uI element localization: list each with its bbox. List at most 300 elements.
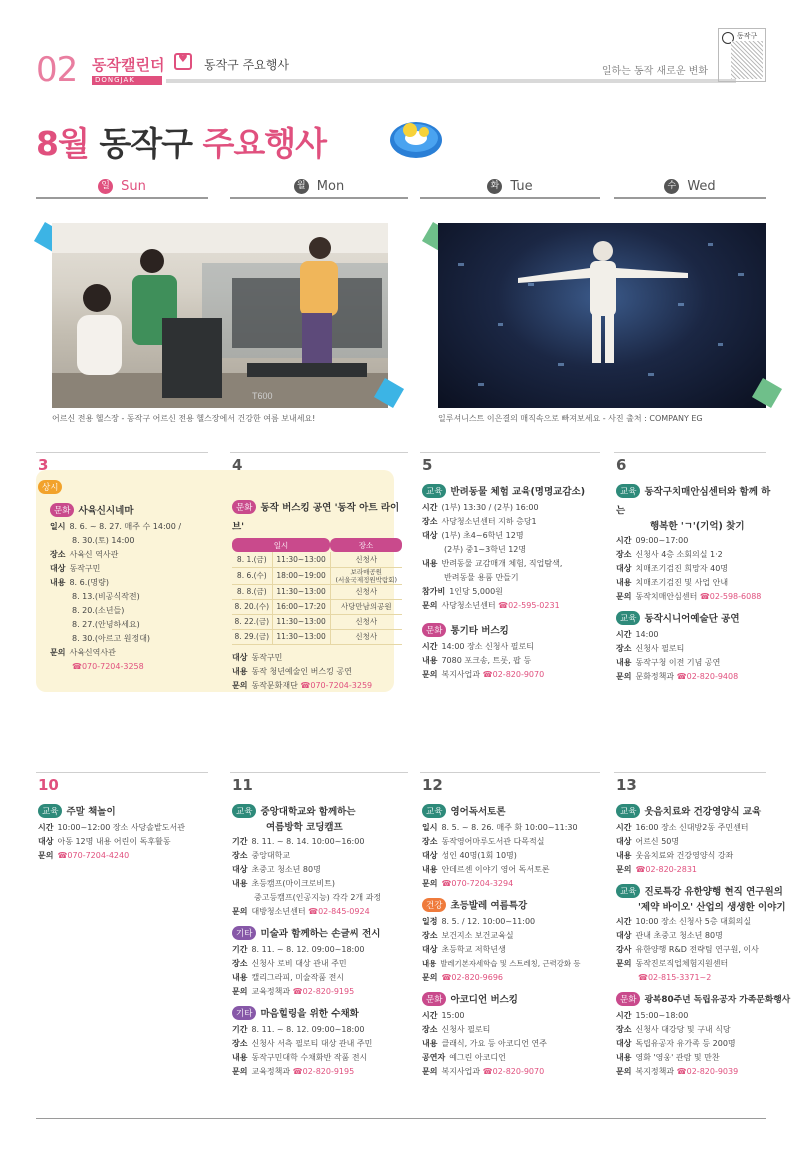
row-value: 동작치매안심센터	[635, 592, 700, 601]
event-row	[232, 679, 408, 693]
table-row	[232, 629, 402, 644]
grid-line	[230, 452, 408, 453]
row-key: 시간	[616, 917, 632, 926]
event-row	[616, 670, 776, 684]
event-row	[616, 929, 796, 943]
day-cell-10	[38, 776, 208, 863]
event-row	[50, 562, 208, 576]
row-value: 사육신역사관	[69, 648, 116, 657]
day-number: 10	[38, 776, 59, 794]
row-key: 시간	[422, 642, 438, 651]
row-key: 장소	[232, 959, 248, 968]
row-value: 동작영어마루도서관 다목적실	[441, 837, 545, 846]
event-tag: 교육	[38, 804, 62, 818]
grid-line	[36, 772, 208, 773]
event-row	[422, 877, 608, 891]
weekday-badge: 화	[487, 179, 502, 194]
busking-schedule-table	[232, 538, 402, 645]
contact-phone: ☎02-820-9195	[292, 1067, 355, 1076]
row-value: 영화 '영웅' 관람 및 만찬	[635, 1053, 720, 1062]
event-row	[616, 1009, 796, 1023]
event-row	[232, 849, 410, 863]
row-key: 대상	[422, 851, 438, 860]
row-key: 내용	[616, 1053, 632, 1062]
day-number: 3	[38, 456, 49, 474]
weekday-label: Wed	[687, 178, 716, 194]
row-value: 반려동물 교감매개 체험, 직업탐색,	[441, 559, 563, 568]
row-key: 문의	[616, 1067, 632, 1076]
row-key: 내용	[616, 578, 632, 587]
event-title: 웃음치료와 건강영양식 교육	[644, 806, 762, 818]
contact-phone: ☎02-820-9408	[676, 672, 739, 681]
title-events: 주요행사	[202, 124, 326, 163]
row-value: 관내 초중고 청소년 80명	[635, 931, 723, 940]
row-key: 시간	[422, 503, 438, 512]
row-value: 반려동물 용품 만들기	[444, 573, 519, 582]
table-cell: 보라매공원 (서울국제정원박람회)	[330, 567, 402, 584]
row-value: 신청사 필로티	[635, 644, 685, 653]
row-key: 시간	[616, 1011, 632, 1020]
row-key: 내용	[232, 1053, 248, 1062]
row-key: 문의	[616, 959, 632, 968]
day-cell-5	[422, 456, 602, 682]
event-row	[616, 1023, 796, 1037]
event-tag: 건강	[422, 898, 446, 912]
row-key: 대상	[422, 945, 438, 954]
row-value: 8. 13.(비공식작전)	[72, 592, 140, 601]
weekday-label: Sun	[121, 178, 146, 194]
day-cell-11	[232, 776, 410, 1079]
table-cell: 11:30~13:00	[272, 629, 330, 644]
row-key: 장소	[232, 1039, 248, 1048]
event-details	[616, 915, 796, 985]
event-tag: 기타	[232, 1006, 256, 1020]
row-key: 장소	[422, 931, 438, 940]
event-row	[50, 646, 208, 660]
table-row	[232, 614, 402, 629]
event-row	[422, 585, 602, 599]
table-cell: 8. 8.(금)	[232, 584, 272, 599]
event-row	[422, 835, 608, 849]
row-value: 유한양행 R&D 전략팀 연구원, 이사	[635, 945, 759, 954]
row-key: 내용	[232, 973, 248, 982]
row-key: 시간	[616, 823, 632, 832]
table-header: 일시	[232, 538, 330, 552]
row-key: 시간	[616, 630, 632, 639]
event-title: 반려동물 체험 교육(명명교감소)	[450, 486, 586, 498]
event-row	[616, 821, 796, 835]
event-row	[616, 590, 776, 604]
row-key: 내용	[422, 656, 438, 665]
row-key: 일시	[422, 823, 438, 832]
row-key: 기간	[232, 945, 248, 954]
event-details	[38, 821, 208, 863]
row-value: 교육정책과	[251, 1067, 293, 1076]
row-key: 내용	[422, 559, 438, 568]
event-row	[232, 905, 410, 919]
grid-line	[36, 452, 208, 453]
event-row	[232, 891, 410, 905]
table-cell: 8. 22.(금)	[232, 614, 272, 629]
event-title: 미술과 함께하는 손글씨 전시	[260, 928, 381, 940]
event-tag: 교육	[422, 484, 446, 498]
permanent-tag: 상시	[38, 480, 62, 494]
grid-line	[614, 452, 766, 453]
row-value: 동작구민	[69, 564, 101, 573]
row-value: 안데르센 이야기 영어 독서토론	[441, 865, 550, 874]
row-value: 대방청소년센터	[251, 907, 309, 916]
event-details	[422, 1009, 608, 1079]
event-header	[232, 496, 408, 534]
table-cell: 16:00~17:20	[272, 599, 330, 614]
day-number: 6	[616, 456, 627, 474]
row-value: 동작 청년예술인 버스킹 공연	[251, 666, 352, 676]
row-value: 16:00 장소 신대방2동 주민센터	[635, 823, 749, 832]
contact-phone: ☎02-820-2831	[635, 865, 698, 874]
contact-phone: ☎070-7204-4240	[57, 851, 130, 860]
row-key: 문의	[38, 851, 54, 860]
event-header	[422, 480, 602, 499]
event-row	[616, 915, 796, 929]
row-value: 중고등캠프(인공지능) 각각 2개 과정	[254, 893, 382, 902]
row-value: 문화정책과	[635, 672, 677, 681]
calendar-heart-icon	[174, 53, 192, 70]
row-value: 동작문화재단	[251, 680, 301, 690]
event-details	[616, 1009, 796, 1079]
contact-phone: ☎02-595-0231	[498, 601, 560, 610]
event-title: 광복80주년 독립유공자 가족문화행사	[644, 995, 791, 1005]
event-row	[616, 1037, 796, 1051]
row-key: 장소	[616, 644, 632, 653]
row-key: 내용	[50, 578, 66, 587]
event-row	[616, 656, 776, 670]
row-key: 문의	[232, 1067, 248, 1076]
event-row	[50, 534, 208, 548]
row-value: 09:00~17:00	[635, 536, 689, 545]
table-cell: 신청사	[330, 629, 402, 644]
event-row	[422, 515, 602, 529]
event-tag: 기타	[232, 926, 256, 940]
contact-phone: ☎070-7204-3294	[441, 879, 514, 888]
row-value: 8. 6.(명량)	[69, 578, 109, 587]
row-key: 일시	[50, 522, 66, 531]
equipment-brand-label: T600	[252, 391, 273, 401]
row-key: 강사	[616, 945, 632, 954]
event-header	[616, 800, 796, 819]
row-key: 장소	[422, 837, 438, 846]
row-key: 장소	[50, 550, 66, 559]
row-key: 대상	[616, 931, 632, 940]
row-key: 내용	[422, 959, 437, 968]
event-header	[38, 499, 208, 518]
event-row	[616, 957, 796, 971]
row-value: 8. 11. ~ 8. 12. 09:00~18:00	[251, 1025, 365, 1034]
weekday-sun	[36, 175, 208, 199]
row-key: 기간	[232, 837, 248, 846]
contact-phone: ☎02-820-9039	[676, 1067, 739, 1076]
event-tag: 교육	[616, 804, 640, 818]
event-title: 사육신시네마	[78, 505, 134, 517]
row-value: 복지사업과	[441, 670, 483, 679]
photo-senior-gym	[52, 223, 388, 408]
event-details	[232, 943, 410, 999]
row-value: 14:00	[635, 630, 659, 639]
weekday-badge: 월	[294, 179, 309, 194]
day-number: 11	[232, 776, 253, 794]
contact-phone: ☎02-820-9070	[482, 1067, 545, 1076]
row-key: 참가비	[422, 587, 446, 596]
row-key: 내용	[422, 1039, 438, 1048]
row-value: 신청사 4층 소회의실 1·2	[635, 550, 723, 559]
row-value: 복지사업과	[441, 1067, 483, 1076]
event-title: 동작시니어예술단 공연	[644, 613, 740, 625]
row-key: 대상	[232, 865, 248, 874]
row-key: 문의	[616, 865, 632, 874]
event-row	[232, 863, 410, 877]
event-header	[616, 607, 776, 626]
event-row	[232, 1051, 410, 1065]
event-row	[50, 576, 208, 590]
row-key: 내용	[232, 879, 248, 888]
row-value: 어르신 50명	[635, 837, 680, 846]
event-row	[38, 835, 208, 849]
row-key: 장소	[232, 851, 248, 860]
table-cell: 신청사	[330, 552, 402, 567]
qr-code-icon	[731, 41, 763, 79]
event-row	[616, 971, 796, 985]
contact-phone: ☎02-845-0924	[308, 907, 370, 916]
row-value: (1부) 초4~6학년 12명	[441, 531, 524, 540]
day-number: 12	[422, 776, 443, 794]
qr-logo	[718, 28, 766, 82]
row-key: 장소	[422, 517, 438, 526]
weekday-mon	[230, 175, 408, 199]
row-key: 문의	[422, 1067, 438, 1076]
row-value: 8. 27.(안녕하세요)	[72, 620, 140, 629]
table-cell: 8. 20.(수)	[232, 599, 272, 614]
event-row	[232, 957, 410, 971]
event-row	[616, 943, 796, 957]
grid-line	[420, 772, 600, 773]
table-cell: 신청사	[330, 584, 402, 599]
event-row	[50, 632, 208, 646]
event-tag: 문화	[422, 623, 446, 637]
event-row	[422, 971, 608, 985]
event-header	[38, 800, 208, 819]
event-row	[422, 1065, 608, 1079]
event-title: 마음힐링을 위한 수채화	[260, 1008, 359, 1020]
event-row	[422, 929, 608, 943]
header-subtitle: 동작구 주요행사	[204, 58, 289, 72]
event-row	[38, 821, 208, 835]
event-title: 통기타 버스킹	[450, 625, 509, 637]
row-key: 내용	[232, 666, 248, 676]
event-header	[232, 800, 410, 833]
event-details	[422, 640, 602, 682]
row-value: 14:00 장소 신청사 필로티	[441, 642, 534, 651]
row-key: 시간	[38, 823, 54, 832]
row-key: 대상	[232, 652, 248, 662]
event-header	[422, 800, 608, 819]
event-row	[422, 915, 608, 929]
row-key: 시간	[422, 1011, 438, 1020]
event-tag: 교육	[616, 884, 640, 898]
row-key: 내용	[616, 658, 632, 667]
table-cell: 11:30~13:00	[272, 552, 330, 567]
row-key: 기간	[232, 1025, 248, 1034]
day-cell-4	[232, 456, 408, 693]
event-row	[50, 604, 208, 618]
row-key: 장소	[422, 1025, 438, 1034]
table-row	[232, 599, 402, 614]
row-value: 사육신 역사관	[69, 550, 119, 559]
row-key: 문의	[232, 680, 248, 690]
row-value: 예그린 아코디언	[449, 1053, 506, 1062]
day-cell-13	[616, 776, 796, 1079]
row-value: 초등캠프(마이크로비트)	[251, 879, 335, 888]
event-row	[232, 1065, 410, 1079]
event-row	[616, 642, 776, 656]
row-value: 신청사 필로티	[441, 1025, 491, 1034]
event-row	[422, 1023, 608, 1037]
row-value: 신청사 서측 필로티 대상 관내 주민	[251, 1039, 373, 1048]
header-slogan: 일하는 동작 새로운 변화	[601, 66, 708, 77]
row-value: (2부) 중1~3학년 12명	[444, 545, 527, 554]
event-details	[422, 501, 602, 613]
row-key: 문의	[50, 648, 66, 657]
row-value: 10:00~12:00 장소 사당솔밭도서관	[57, 823, 185, 832]
event-details	[38, 520, 208, 674]
event-row	[50, 618, 208, 632]
photo-caption: 일루셔니스트 이은결의 매직속으로 빠져보세요 - 사진 출처 : COMPANY EG	[438, 414, 703, 423]
event-details	[422, 821, 608, 891]
event-row	[616, 1065, 796, 1079]
row-value: 독립유공자 유가족 등 200명	[635, 1039, 736, 1048]
event-row	[422, 529, 602, 543]
event-row	[422, 957, 608, 971]
event-row	[422, 654, 602, 668]
event-row	[422, 943, 608, 957]
row-key: 대상	[38, 837, 54, 846]
weekday-wed	[614, 175, 766, 199]
row-value: 사당청소년센터 지하 층당1	[441, 517, 537, 526]
row-value: 8. 20.(소년들)	[72, 606, 125, 615]
row-key: 문의	[422, 670, 438, 679]
row-key: 내용	[616, 851, 632, 860]
contact-phone: ☎02-820-9696	[441, 973, 504, 982]
row-key: 대상	[616, 837, 632, 846]
table-row	[232, 584, 402, 599]
event-header	[232, 922, 410, 941]
event-details	[616, 534, 776, 604]
event-row	[422, 668, 602, 682]
event-header	[422, 894, 608, 913]
event-row	[422, 1037, 608, 1051]
row-value: 치매조기검진 희망자 40명	[635, 564, 729, 573]
title-district: 동작구	[99, 124, 192, 163]
event-row	[50, 548, 208, 562]
table-cell: 11:30~13:00	[272, 614, 330, 629]
event-row	[616, 562, 776, 576]
event-title-line2: 행복한 'ㄱ'(기억) 찾기	[650, 521, 745, 532]
logo-text: 동작구	[737, 32, 758, 40]
event-details	[232, 651, 408, 693]
row-value: 동작구민	[251, 652, 283, 662]
table-cell: 8. 29.(금)	[232, 629, 272, 644]
weekday-label: Tue	[510, 178, 533, 194]
row-key: 문의	[422, 601, 438, 610]
event-details	[616, 628, 776, 684]
row-value: 발레기본자세학습 및 스트레칭, 근력강화 등	[440, 959, 581, 968]
section-number: 02	[36, 50, 78, 90]
grid-line	[614, 772, 766, 773]
row-value: 성인 40명(1회 10명)	[441, 851, 517, 860]
day-cell-3	[38, 456, 208, 674]
event-row	[232, 877, 410, 891]
event-row	[232, 835, 410, 849]
row-key: 문의	[422, 973, 438, 982]
row-value: 15:00~18:00	[635, 1011, 689, 1020]
row-value: 복지정책과	[635, 1067, 677, 1076]
event-row	[232, 985, 410, 999]
event-tag: 문화	[232, 500, 256, 514]
row-value: 보건지소 보건교육실	[441, 931, 514, 940]
event-title: 중앙대학교와 함께하는	[260, 806, 356, 818]
day-cell-6	[616, 456, 776, 684]
title-month: 8월	[36, 124, 89, 163]
row-value: 초중고 청소년 80명	[251, 865, 321, 874]
row-value: 8. 5. / 12. 10:00~11:00	[441, 917, 536, 926]
day-cell-12	[422, 776, 608, 1079]
row-value: 8. 30.(아르고 원정대)	[72, 634, 151, 643]
event-row	[422, 640, 602, 654]
row-key: 장소	[616, 1025, 632, 1034]
weekday-label: Mon	[316, 178, 345, 194]
event-details	[616, 821, 796, 877]
event-row	[616, 1051, 796, 1065]
event-row	[616, 628, 776, 642]
contact-phone: ☎070-7204-3259	[300, 680, 373, 690]
lifebuoy-toy-icon	[386, 112, 446, 164]
event-row	[232, 971, 410, 985]
event-header	[422, 619, 602, 638]
photo-caption: 어르신 전용 헬스장 - 동작구 어르신 전용 헬스장에서 건강한 여름 보내세요!	[52, 414, 316, 423]
table-row	[232, 552, 402, 567]
event-title: 동작구치매안심센터와 함께 하는	[616, 486, 771, 517]
day-number: 13	[616, 776, 637, 794]
row-value: 캘리그라피, 미술작품 전시	[251, 973, 345, 982]
event-title: 동작 버스킹 공연 '동작 아트 라이브'	[232, 502, 400, 533]
grid-line	[230, 772, 408, 773]
photo-magic-show	[438, 223, 766, 408]
page-title	[36, 118, 326, 165]
row-value: 동작진로직업체험지원센터	[635, 959, 729, 968]
event-row	[422, 501, 602, 515]
event-row	[232, 1037, 410, 1051]
event-header	[422, 988, 608, 1007]
day-number: 4	[232, 456, 243, 474]
calendar-label: 동작캘린더	[92, 56, 165, 74]
table-header-row	[232, 538, 402, 552]
row-value: 신청사 대강당 및 구내 식당	[635, 1025, 731, 1034]
grid-line	[420, 452, 600, 453]
event-row	[422, 863, 608, 877]
row-key: 공연자	[422, 1053, 446, 1062]
event-tag: 문화	[422, 992, 446, 1006]
row-key: 대상	[422, 531, 438, 540]
row-value: 1인당 5,000원	[449, 587, 503, 596]
row-key: 내용	[422, 865, 438, 874]
